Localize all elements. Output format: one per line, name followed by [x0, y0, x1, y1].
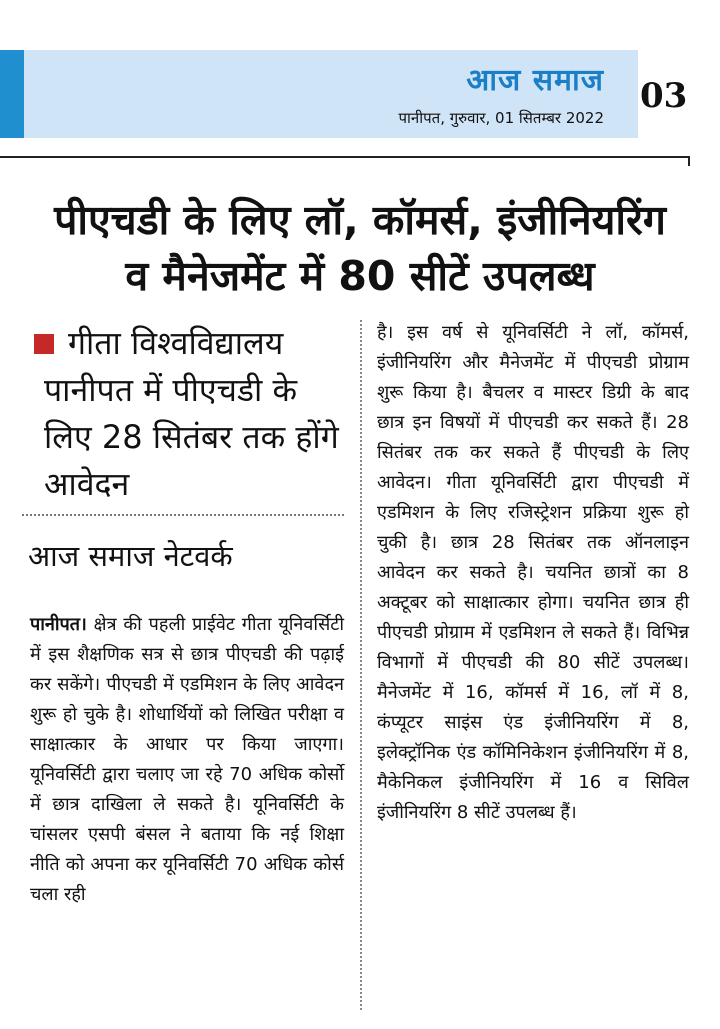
- article-right-text: है। इस वर्ष से यूनिवर्सिटी ने लॉ, कॉमर्स, इंजीनियरिंग और मैनेजमेंट में पीएचडी प्रोग्राम शुरू किया है। बैचलर व मास्टर डिग्री के बाद छात्र इन विषयों में पीएचडी कर सकते हैं। 28 सितंबर तक कर सकते हैं पीएचडी के लिए आवेदन। गीता यूनिवर्सिटी द्वारा पीएचडी में एडमिशन के लिए रजिस्ट्रेशन प्रक्रिया शुरू हो चुकी है। छात्र 28 सितंबर तक ऑनलाइन आवेदन कर सकते है। चयनित छात्रों का 8 अक्टूबर को साक्षात्कार होगा। चयनित छात्र ही पीएचडी प्रोग्राम में एडमिशन ले सकते हैं। विभिन्न विभागों में पीएचडी की 80 सीटें उपलब्ध। मैनेजमेंट में 16, कॉमर्स में 16, लॉ में 8, कंप्यूटर साइंस एंड इंजीनियरिंग में 8, इलेक्ट्रॉनिक एंड कॉमिनिकेशन इंजीनियरिंग में 8, मैकेनिकल इंजीनियरिंग में 16 व सिविल इंजीनियरिंग 8 सीटें उपलब्ध हैं।: [377, 322, 689, 823]
- header-rule: [0, 156, 690, 158]
- masthead: [24, 50, 638, 138]
- byline: आज समाज नेटवर्क: [28, 539, 233, 573]
- section-divider: [22, 514, 344, 516]
- headline-line-1: पीएचडी के लिए लॉ, कॉमर्स, इंजीनियरिंग: [54, 196, 666, 244]
- header-rule-tick: [688, 156, 690, 166]
- headline-line-2: व मैनेजमेंट में 80 सीटें उपलब्ध: [125, 252, 595, 300]
- newspaper-brand: आज समाज: [466, 63, 604, 98]
- masthead-edge-bar: [0, 50, 24, 138]
- article-column-right: [377, 318, 689, 828]
- headline: [0, 192, 720, 304]
- article-dateline: पानीपत।: [30, 614, 87, 635]
- subheadline: गीता विश्वविद्यालय पानीपत में पीएचडी के लिए 28 सितंबर तक होंगे आवेदन: [44, 324, 339, 503]
- column-divider: [360, 320, 362, 1010]
- page-number: 03: [640, 76, 688, 116]
- issue-dateline: पानीपत, गुरुवार, 01 सितम्बर 2022: [398, 109, 604, 127]
- article-left-text: क्षेत्र की पहली प्राईवेट गीता यूनिवर्सिटी में इस शैक्षणिक सत्र से छात्र पीएचडी की पढ़ाई कर सकेंगे। पीएचडी में एडमिशन के लिए आवेदन शुरू हो चुके है। शोधार्थियों को लिखित परीक्षा व साक्षात्कार के आधार पर किया जाएगा। यूनिवर्सिटी द्वारा चलाए जा रहे 70 अधिक कोर्सो में छात्र दाखिला ले सकते है। यूनिवर्सिटी के चांसलर एसपी बंसल ने बताया कि नई शिक्षा नीति को अपना कर यूनिवर्सिटी 70 अधिक कोर्स चला रही: [30, 614, 344, 905]
- article-column-left: [30, 610, 344, 910]
